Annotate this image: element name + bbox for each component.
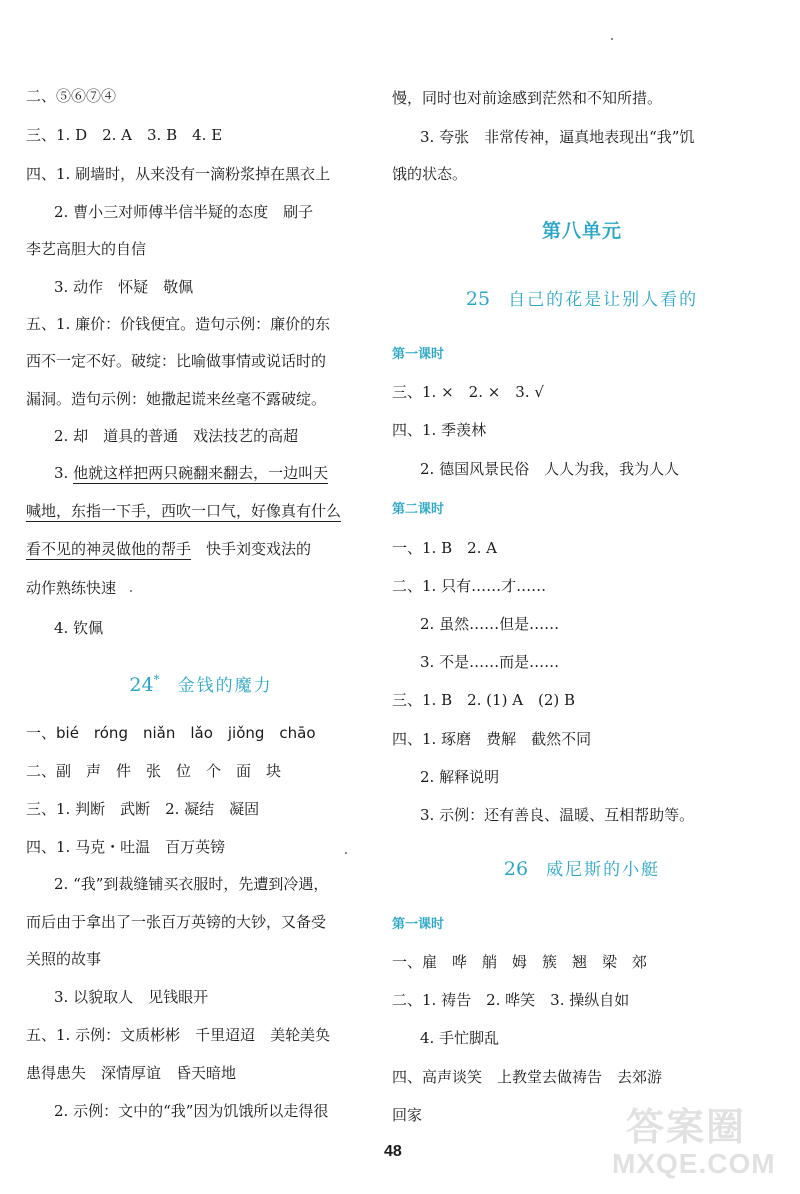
- unit-title: 第八单元: [541, 220, 622, 242]
- underlined-answer: 看不见的神灵做他的帮手: [26, 540, 192, 558]
- lesson-number: 26: [503, 858, 529, 880]
- answer-line: 四、1. 马克・吐温 百万英镑: [26, 838, 226, 856]
- lesson-number: 25: [465, 288, 491, 310]
- answer-text: 快手刘变戏法的: [191, 540, 312, 558]
- answer-line: 二、副 声 件 张 位 个 面 块: [26, 762, 282, 780]
- answer-line: 饿的状态。: [392, 165, 468, 183]
- answer-line: 一、1. B 2. A: [392, 539, 498, 557]
- lesson-title: [26, 671, 376, 696]
- answer-line: 2. 示例：文中的“我”因为饥饿所以走得很: [54, 1102, 329, 1120]
- session-heading: 第二课时: [392, 502, 445, 517]
- lesson-number: 24*: [129, 672, 160, 696]
- answer-line: 李艺高胆大的自信: [26, 240, 147, 258]
- answer-line: 三、1. × 2. × 3. √: [392, 383, 544, 401]
- answer-line: 回家: [392, 1106, 423, 1124]
- answer-line: 2. 德国风景民俗 人人为我，我为人人: [420, 460, 680, 478]
- answer-line: 一、雇 哗 艄 姆 簇 翘 梁 郊: [392, 953, 648, 971]
- answer-line: 3. 夸张 非常传神，逼真地表现出“我”饥: [420, 128, 695, 146]
- lesson-name: 金钱的魔力: [177, 676, 273, 696]
- answer-line: 4. 钦佩: [54, 619, 104, 637]
- answer-line: 而后由于拿出了一张百万英镑的大钞，又备受: [26, 913, 327, 931]
- answer-line: 五、1. 示例：文质彬彬 千里迢迢 美轮美奂: [26, 1026, 331, 1044]
- answer-line: 3. 不是……而是……: [420, 653, 560, 671]
- answer-line: 2. 解释说明: [420, 768, 500, 786]
- answer-line: 动作熟练快速: [26, 579, 117, 597]
- watermark-title: 答案圈: [626, 1105, 747, 1149]
- session-heading: 第一课时: [392, 347, 445, 362]
- answer-line: 2. 却 道具的普通 戏法技艺的高超: [54, 427, 299, 445]
- answer-line: 一、bié róng niǎn lǎo jiǒng chāo: [26, 724, 316, 742]
- answer-line: 四、1. 刷墙时，从来没有一滴粉浆掉在黑衣上: [26, 165, 331, 183]
- answer-line: 三、1. 判断 武断 2. 凝结 凝固: [26, 800, 260, 818]
- answer-line: 2. “我”到裁缝铺买衣服时，先遭到冷遇，: [54, 875, 329, 893]
- answer-line: 四、1. 季羡林: [392, 421, 487, 439]
- underlined-answer: 他就这样把两只碗翻来翻去，一边叫天: [73, 464, 329, 482]
- lesson-title: [392, 855, 772, 880]
- answer-line: 二、1. 只有……才……: [392, 577, 547, 595]
- answer-line: [26, 538, 311, 560]
- lesson-name: 威尼斯的小艇: [546, 860, 661, 880]
- answer-line: 漏洞。造句示例：她撒起谎来丝毫不露破绽。: [26, 390, 327, 408]
- watermark-logo: [612, 1096, 790, 1188]
- session-heading: 第一课时: [392, 917, 445, 932]
- answer-line: 三、1. B 2. (1) A (2) B: [392, 691, 576, 709]
- answer-line: 3. 以貌取人 见钱眼开: [54, 988, 209, 1006]
- answer-line: 慢，同时也对前途感到茫然和不知所措。: [392, 89, 663, 107]
- answer-text: 3.: [54, 464, 74, 482]
- scan-speck: [130, 590, 132, 592]
- answer-line: 二、⑤⑥⑦④: [26, 87, 117, 105]
- answer-line: 患得患失 深情厚谊 昏天暗地: [26, 1064, 237, 1082]
- underlined-answer: 喊地，东指一下手，西吹一口气，好像真有什么: [26, 502, 342, 520]
- answer-line: 4. 手忙脚乱: [420, 1029, 500, 1047]
- page-number: 48: [384, 1143, 402, 1160]
- scan-speck: [345, 852, 347, 854]
- answer-line: 四、1. 琢磨 费解 截然不同: [392, 730, 592, 748]
- answer-line: 五、1. 廉价：价钱便宜。造句示例：廉价的东: [26, 315, 331, 333]
- answer-line: 关照的故事: [26, 950, 102, 968]
- watermark-url: MXQE.COM: [612, 1148, 776, 1179]
- answer-line: 二、1. 祷告 2. 哗笑 3. 操纵自如: [392, 991, 630, 1009]
- answer-line: 2. 曹小三对师傅半信半疑的态度 刷子: [54, 203, 314, 221]
- lesson-name: 自己的花是让别人看的: [508, 290, 699, 310]
- answer-line: 3. 动作 怀疑 敬佩: [54, 278, 194, 296]
- scan-speck: [611, 38, 613, 40]
- answer-line: 四、高声谈笑 上教堂去做祷告 去郊游: [392, 1068, 663, 1086]
- lesson-title: [392, 285, 772, 310]
- answer-line: 3. 示例：还有善良、温暖、互相帮助等。: [420, 806, 695, 824]
- answer-line: [54, 462, 328, 484]
- answer-line: 2. 虽然……但是……: [420, 615, 560, 633]
- answer-line: 西不一定不好。破绽：比喻做事情或说话时的: [26, 352, 327, 370]
- answer-line: [26, 500, 341, 522]
- answer-line: 三、1. D 2. A 3. B 4. E: [26, 126, 223, 144]
